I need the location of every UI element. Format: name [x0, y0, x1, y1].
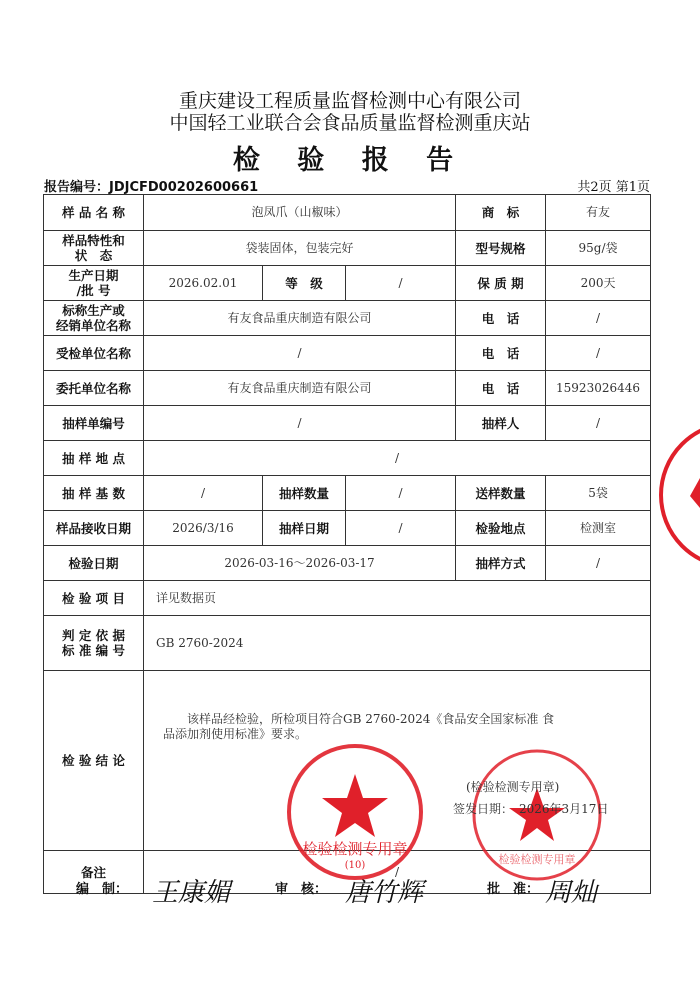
manufacturer-phone: /: [546, 301, 651, 336]
label: 型号规格: [456, 231, 546, 266]
label: 电 话: [456, 301, 546, 336]
review-label: 审 核：: [275, 882, 328, 897]
sampling-date: /: [346, 511, 456, 546]
remark: /: [144, 851, 651, 894]
shelf-life: 200天: [546, 266, 651, 301]
inspected-phone: /: [546, 336, 651, 371]
receive-date: 2026/3/16: [144, 511, 263, 546]
compile-label: 编 制：: [76, 882, 129, 897]
approve-label: 批 准：: [487, 882, 540, 897]
label: 保 质 期: [456, 266, 546, 301]
svg-text:检验检测专用章: 检验检测专用章: [498, 853, 576, 866]
org-name-2: 中国轻工业联合会食品质量监督检测重庆站: [169, 112, 531, 134]
label: 检 验 结 论: [44, 671, 144, 851]
label: 电 话: [456, 336, 546, 371]
sampling-qty: /: [346, 476, 456, 511]
page-count: 共2页 第1页: [577, 180, 650, 195]
brand: 有友: [546, 195, 651, 231]
label: 抽样方式: [456, 546, 546, 581]
label: 样品特性和 状 态: [44, 231, 144, 266]
label: 标称生产或 经销单位名称: [44, 301, 144, 336]
production-date: 2026.02.01: [144, 266, 263, 301]
standard-basis: GB 2760-2024: [144, 616, 651, 671]
label: 抽样单编号: [44, 406, 144, 441]
inspection-items: 详见数据页: [144, 581, 651, 616]
inspection-stamp-1: [285, 742, 425, 882]
label: 受检单位名称: [44, 336, 144, 371]
label: 送样数量: [456, 476, 546, 511]
seal-note: (检验检测专用章): [466, 780, 560, 794]
compiler-signature: 王康媚: [152, 878, 231, 908]
sent-qty: 5袋: [546, 476, 651, 511]
label: 备注: [44, 851, 144, 894]
inspection-date: 2026-03-16～2026-03-17: [144, 546, 456, 581]
label: 样品接收日期: [44, 511, 144, 546]
grade: /: [346, 266, 456, 301]
inspection-place: 检测室: [546, 511, 651, 546]
sample-state: 袋装固体，包装完好: [144, 231, 456, 266]
label: 样 品 名 称: [44, 195, 144, 231]
label: 抽样数量: [263, 476, 346, 511]
label: 抽样日期: [263, 511, 346, 546]
spec: 95g/袋: [546, 231, 651, 266]
report-number: 报告编号：JDJCFD00202600661: [44, 180, 259, 195]
label: 抽 样 地 点: [44, 441, 144, 476]
client-phone: 15923026446: [546, 371, 651, 406]
sampling-base: /: [144, 476, 263, 511]
label: 等 级: [263, 266, 346, 301]
sampling-method: /: [546, 546, 651, 581]
label: 检验地点: [456, 511, 546, 546]
label: 委托单位名称: [44, 371, 144, 406]
label: 抽 样 基 数: [44, 476, 144, 511]
conclusion-text: 该样品经检验，所检项目符合GB 2760-2024《食品安全国家标准 食品添加剂使用标准》要求。: [163, 712, 555, 741]
sample-name: 泡凤爪（山椒味）: [144, 195, 456, 231]
partial-stamp-edge: [655, 418, 700, 573]
svg-text:(10): (10): [344, 860, 366, 871]
label: 判 定 依 据 标 准 编 号: [44, 616, 144, 671]
sampling-site: /: [144, 441, 651, 476]
label: 商 标: [456, 195, 546, 231]
label: 生产日期 /批 号: [44, 266, 144, 301]
reviewer-signature: 唐竹辉: [345, 878, 424, 908]
approver-signature: 周灿: [545, 878, 598, 908]
manufacturer: 有友食品重庆制造有限公司: [144, 301, 456, 336]
label: 检验日期: [44, 546, 144, 581]
sampling-number: /: [144, 406, 456, 441]
issue-date: 签发日期： 2026年3月17日: [453, 802, 609, 816]
org-name-1: 重庆建设工程质量监督检测中心有限公司: [178, 90, 521, 112]
inspected-unit: /: [144, 336, 456, 371]
client-unit: 有友食品重庆制造有限公司: [144, 371, 456, 406]
sampler: /: [546, 406, 651, 441]
label: 检 验 项 目: [44, 581, 144, 616]
label: 抽样人: [456, 406, 546, 441]
report-title: 检 验 报 告: [232, 145, 468, 176]
svg-text:检验检测专用章: 检验检测专用章: [302, 840, 408, 858]
label: 电 话: [456, 371, 546, 406]
